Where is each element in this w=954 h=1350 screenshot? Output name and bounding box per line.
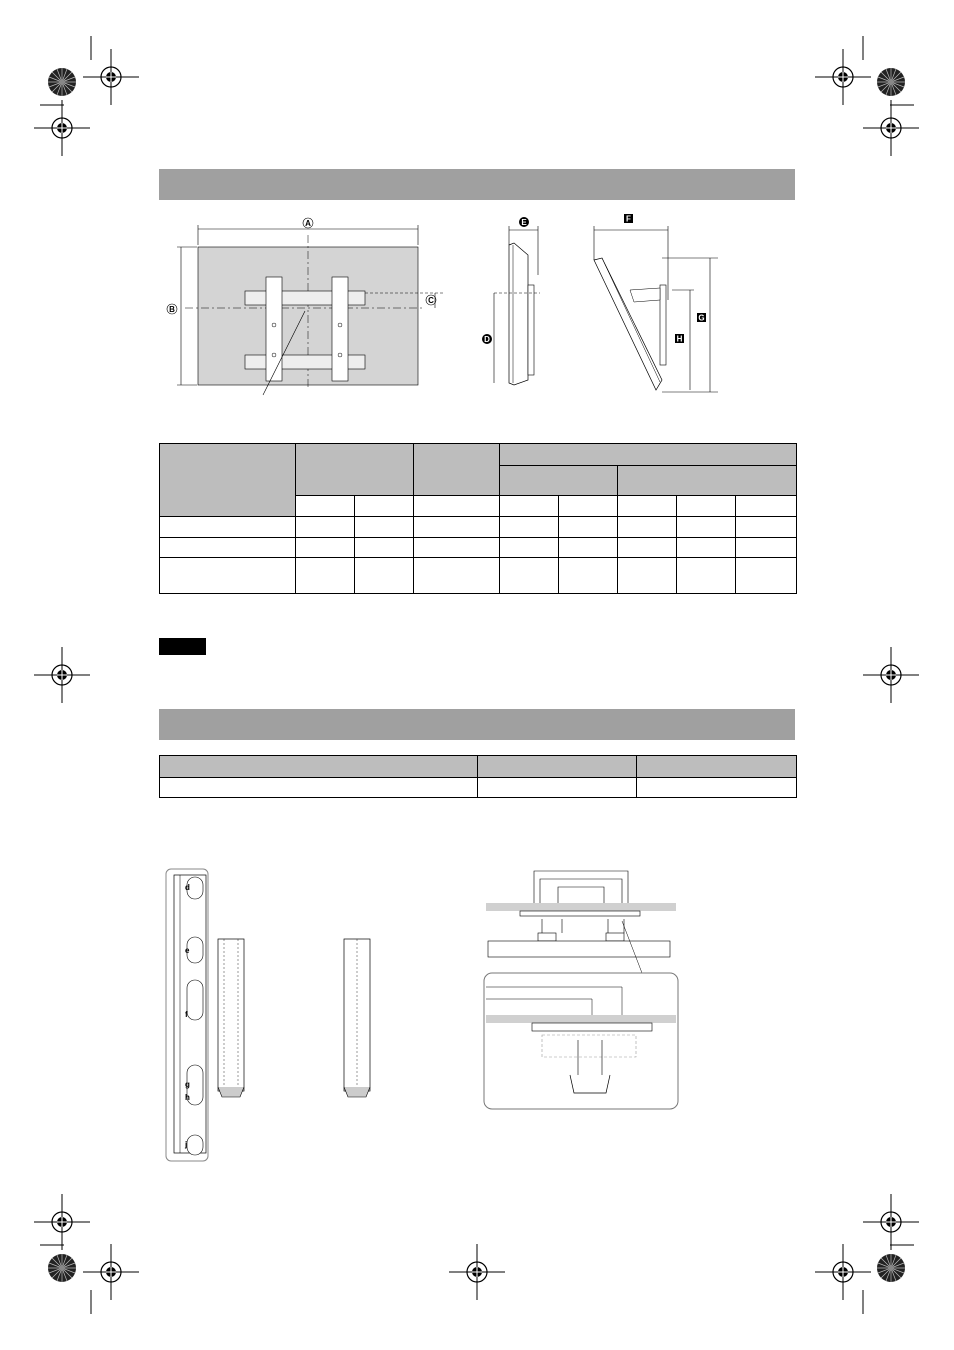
table-header-cell: [296, 444, 414, 496]
table-subheader-cell: [500, 496, 559, 517]
table-header-cell: [637, 756, 797, 778]
dimension-label-h: H: [676, 334, 683, 344]
color-wheel-icon: [877, 68, 905, 96]
table-row: [160, 517, 797, 538]
table-subheader-cell: [559, 496, 618, 517]
hole-label: f: [185, 1010, 188, 1019]
dimension-label-a: A: [305, 219, 311, 228]
table-subheader-cell: [618, 496, 677, 517]
table-header-cell: [500, 466, 618, 496]
table-header-cell: [500, 444, 797, 466]
table-row: [160, 558, 797, 594]
registration-mark-icon: [34, 647, 90, 703]
hole-label: j: [185, 1140, 188, 1149]
registration-mark-icon: [449, 1244, 505, 1300]
registration-mark-icon: [34, 1194, 90, 1250]
color-wheel-icon: [48, 68, 76, 96]
tv-front-view-diagram: [165, 215, 455, 395]
rail-mounting-diagram: [482, 865, 682, 1115]
table-header-cell: [160, 756, 478, 778]
color-wheel-icon: [877, 1254, 905, 1282]
table-subheader-cell: [677, 496, 736, 517]
table-subheader-cell: [355, 496, 414, 517]
table-subheader-cell: [736, 496, 797, 517]
bracket-hole-diagram: [160, 865, 400, 1165]
table-row: [160, 778, 797, 798]
color-wheel-icon: [48, 1254, 76, 1282]
table-subheader-cell: [414, 496, 500, 517]
dimension-label-e: E: [521, 218, 527, 227]
tv-tilt-view-diagram: [590, 210, 730, 400]
dimension-label-g: G: [698, 313, 705, 323]
hole-label: g: [185, 1080, 190, 1089]
registration-mark-icon: [863, 647, 919, 703]
dimension-label-d: D: [484, 335, 490, 344]
table-row: [160, 538, 797, 558]
section-header-mounting: [159, 709, 795, 740]
note-badge: [159, 638, 206, 655]
dimensions-table: [159, 443, 797, 594]
table-header-cell: [478, 756, 637, 778]
registration-mark-icon: [863, 1194, 919, 1250]
table-header-cell: [414, 444, 500, 496]
dimension-label-f: F: [626, 214, 631, 224]
hole-label: e: [185, 946, 190, 955]
table-header-cell: [618, 466, 797, 496]
hole-label: d: [185, 883, 190, 892]
hole-label: h: [185, 1093, 190, 1102]
dimension-label-c: C: [428, 296, 434, 305]
mounting-table: [159, 755, 797, 798]
registration-mark-icon: [863, 100, 919, 156]
registration-mark-icon: [34, 100, 90, 156]
table-header-cell: [160, 444, 296, 517]
dimension-label-b: B: [169, 305, 175, 314]
section-header-dimensions: [159, 169, 795, 200]
table-subheader-cell: [296, 496, 355, 517]
tv-side-view-diagram: [480, 215, 560, 395]
